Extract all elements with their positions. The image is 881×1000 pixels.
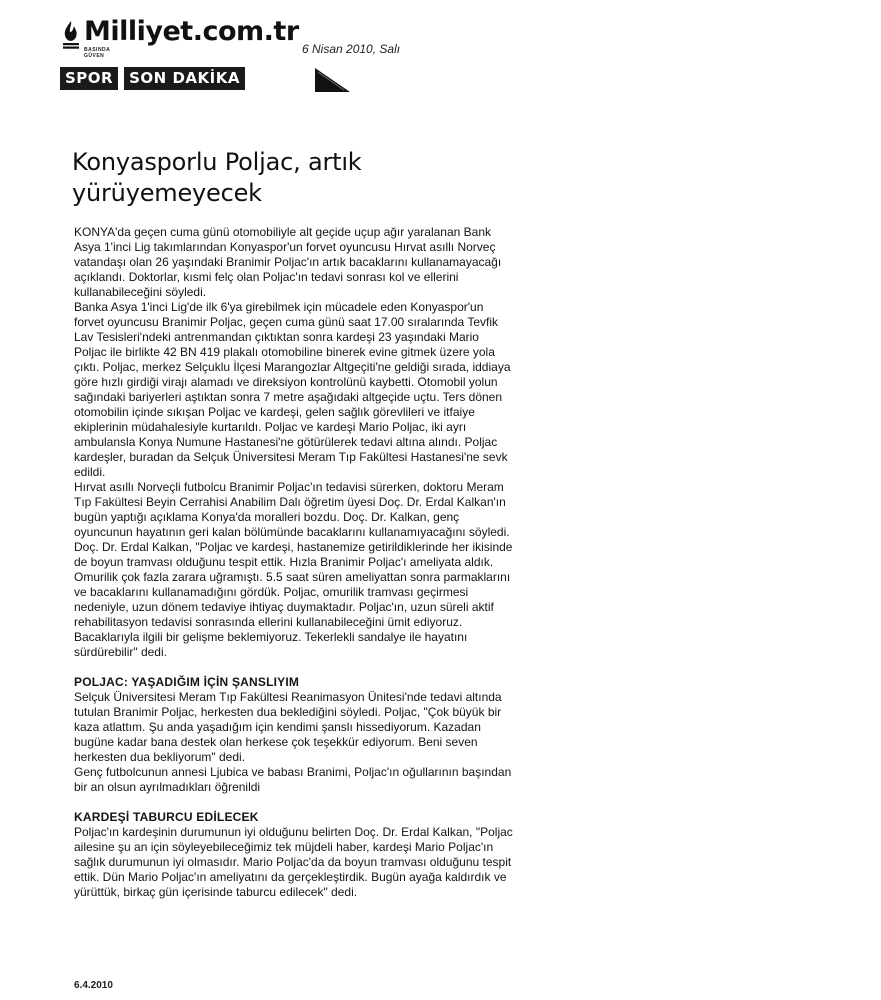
spacer [74,660,514,675]
body-paragraph: Genç futbolcunun annesi Ljubica ve babası Branimi, Poljac'ın oğullarının başından bir an olsun ayrılmadıkları öğrenildi [74,765,512,794]
body-paragraph: Hırvat asıllı Norveçli futbolcu Branimir Poljac'ın tedavisi sürerken, doktoru Meram Tıp Fakültesi Beyin Cerrahisi Anabilim Dalı öğretim üyesi Doç. Dr. Erdal Kalkan'ın bugün yaptığı açıklama Konya'da moralleri bozdu. Doç. Dr. Kalkan, genç oyuncunun hayatının geri kalan bölümünde bacaklarını kullanamıyacağını söyledi. [74,480,510,539]
page-corner-icon [312,66,352,94]
site-logo[interactable]: Milliyet.com.tr [84,16,299,47]
subheading-lucky: POLJAC: YAŞADIĞIM İÇİN ŞANSLIYIM [74,675,300,689]
body-paragraph: Banka Asya 1'inci Lig'de ilk 6'ya girebilmek için mücadele eden Konyaspor'un forvet oyuncusu Branimir Poljac, geçen cuma günü saat 17.00 sıralarında Tevfik Lav Tesisleri'ndeki antrenmandan çıktıktan sonra kardeşi 23 yaşındaki Mario Poljac ile birlikte 42 BN 419 plakalı otomobiline binerek evine gitmek üzere yola çıktı. Poljac, merkez Selçuklu İlçesi Marangozlar Altgeçiti'ne geldiği sırada, iddiaya göre hızlı girdiği virajı alamadı ve direksiyon kontrolünü kaybetti. Otomobil yolun sağındaki bariyerleri aştıktan sonra 7 metre aşağıdaki altgeçide uçtu. Ters dönen otomobilin içinde sıkışan Poljac ve kardeşi, gelen sağlık görevlileri ve itfaiye ekiplerinin müdahalesiyle kurtarıldı. Poljac ve kardeşi Mario Poljac, iki ayrı ambulansla Konya Numune Hastanesi'ne götürülerek tedavi altına alındı. Poljac kardeşler, buradan da Selçuk Üniversitesi Meram Tıp Fakültesi Hastanesi'ne sevk edildi. [74,300,511,479]
spacer [74,795,514,810]
article-body [74,225,514,900]
section-bar [60,67,245,90]
body-paragraph: Poljac'ın kardeşinin durumunun iyi olduğunu belirten Doç. Dr. Erdal Kalkan, "Poljac ailesine şu an için söyleyebileceğimiz tek müjdeli haber, kardeşi Mario Poljac'ın sağlık durumunun iyi olmasıdır. Mario Poljac'da da boyun tramvası olduğunu tespit ettik. Dün Mario Poljac'ın ameliyatını da gerçekleştirdik. Bugün ayağa kaldırdık ve yürüttük, birkaç gün içerisinde taburcu edilecek" dedi. [74,825,513,899]
footer-date: 6.4.2010 [74,980,113,991]
section-sport-label: SPOR [60,67,118,90]
issue-date: 6 Nisan 2010, Salı [302,42,401,56]
body-paragraph: KONYA'da geçen cuma günü otomobiliyle alt geçide uçup ağır yaralanan Bank Asya 1'inci Lig takımlarından Konyaspor'un forvet oyuncusu Hırvat asıllı Norveç vatandaşı olan 26 yaşındaki Branimir Poljac'ın artık bacaklarını kullanamayacağı açıklandı. Doktorlar, kısmi felç olan Poljac'ın tedavi sonrası kol ve ellerini kullanabileceğini söyledi. [74,225,502,299]
section-breaking-label: SON DAKİKA [124,67,245,90]
flame-logo-icon [60,20,82,50]
subheading-discharge: KARDEŞİ TABURCU EDİLECEK [74,810,259,824]
article-headline: Konyasporlu Poljac, artık yürüyemeyecek [72,148,362,207]
logo-tagline: BASINDA GÜVEN [84,47,111,59]
body-paragraph: Selçuk Üniversitesi Meram Tıp Fakültesi Reanimasyon Ünitesi'nde tedavi altında tutulan Branimir Poljac, herkesten dua beklediğini söyledi. Poljac, "Çok büyük bir kaza atlattım. Şu anda yaşadığım için kendimi şanslı hissediyorum. Kazadan bugüne kadar bana destek olan herkese çok teşekkür ediyorum. Beni seven herkesten dua bekliyorum" dedi. [74,690,502,764]
body-paragraph: Doç. Dr. Erdal Kalkan, "Poljac ve kardeşi, hastanemize getirildiklerinde her ikisinde de boyun tramvası olduğunu tespit ettik. Hızla Branimir Poljac'ı ameliyata aldık. Omurilik çok fazla zarara uğramıştı. 5.5 saat süren ameliyattan sonra parmaklarını ve bacaklarını kullanamadığını gördük. Poljac, omurilik tramvası geçirmesi nedeniyle, uzun dönem tedaviye ihtiyaç duymaktadır. Poljac'ın, uzun süreli aktif rehabilitasyon tedavisi sonrasında ellerini kullanabileceğini ümit ediyoruz. Bacaklarıyla ilgili bir gelişme beklemiyoruz. Tekerlekli sandalye ile hayatını sürdürebilir" dedi. [74,540,513,659]
